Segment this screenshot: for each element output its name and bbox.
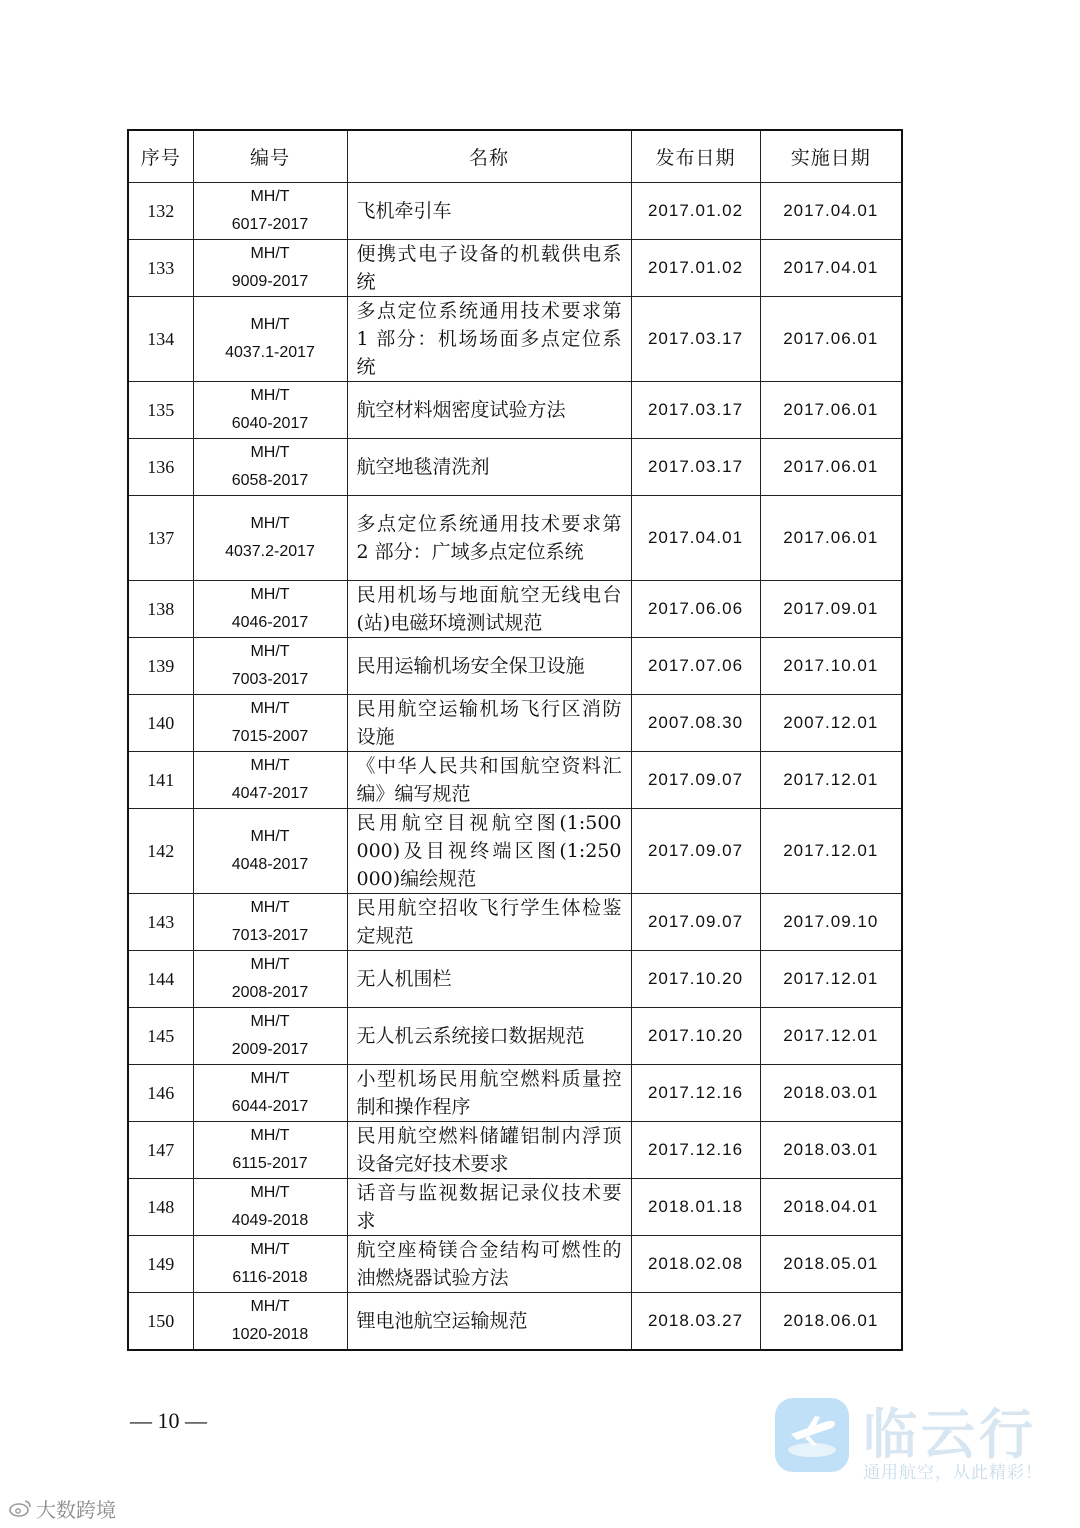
row-name: 民用航空燃料储罐铝制内浮顶设备完好技术要求 (347, 1122, 631, 1179)
header-code: 编号 (193, 130, 347, 183)
row-effective-date: 2018.03.01 (760, 1065, 902, 1122)
row-name: 飞机牵引车 (347, 183, 631, 240)
row-serial: 140 (128, 695, 193, 752)
table-row (128, 496, 902, 581)
table-row (128, 183, 902, 240)
table-row (128, 1179, 902, 1236)
code-number: 2008-2017 (231, 984, 309, 1001)
row-effective-date: 2018.05.01 (760, 1236, 902, 1293)
code-prefix: MH/T (250, 316, 290, 333)
table-row (128, 695, 902, 752)
row-serial: 135 (128, 382, 193, 439)
standards-table (127, 129, 903, 1351)
row-serial: 145 (128, 1008, 193, 1065)
row-code (193, 809, 347, 894)
row-name: 便携式电子设备的机载供电系统 (347, 240, 631, 297)
row-name: 民用航空招收飞行学生体检鉴定规范 (347, 894, 631, 951)
row-effective-date: 2017.06.01 (760, 439, 902, 496)
row-code (193, 1236, 347, 1293)
row-code (193, 240, 347, 297)
code-number: 6058-2017 (231, 472, 309, 489)
row-serial: 139 (128, 638, 193, 695)
row-name: 民用运输机场安全保卫设施 (347, 638, 631, 695)
row-effective-date: 2017.06.01 (760, 297, 902, 382)
row-name: 民用航空目视航空图(1:500 000)及目视终端区图(1:250 000)编绘规范 (347, 809, 631, 894)
row-serial: 136 (128, 439, 193, 496)
table-row (128, 1293, 902, 1351)
row-code (193, 382, 347, 439)
row-effective-date: 2017.10.01 (760, 638, 902, 695)
table-row (128, 1122, 902, 1179)
row-serial: 147 (128, 1122, 193, 1179)
code-prefix: MH/T (250, 956, 290, 973)
table-row (128, 439, 902, 496)
row-code (193, 894, 347, 951)
row-issue-date: 2017.03.17 (631, 382, 760, 439)
row-issue-date: 2017.09.07 (631, 894, 760, 951)
code-number: 6044-2017 (231, 1098, 309, 1115)
row-code (193, 439, 347, 496)
header-name: 名称 (347, 130, 631, 183)
header-effective-date: 实施日期 (760, 130, 902, 183)
table-row (128, 951, 902, 1008)
table-row (128, 894, 902, 951)
code-prefix: MH/T (250, 757, 290, 774)
row-serial: 137 (128, 496, 193, 581)
code-prefix: MH/T (250, 1013, 290, 1030)
row-serial: 142 (128, 809, 193, 894)
row-issue-date: 2017.04.01 (631, 496, 760, 581)
row-serial: 146 (128, 1065, 193, 1122)
code-number: 4037.2-2017 (225, 543, 315, 560)
code-prefix: MH/T (250, 700, 290, 717)
code-number: 7015-2007 (231, 728, 309, 745)
code-prefix: MH/T (250, 387, 290, 404)
row-issue-date: 2017.09.07 (631, 752, 760, 809)
row-effective-date: 2017.09.01 (760, 581, 902, 638)
row-issue-date: 2018.03.27 (631, 1293, 760, 1351)
code-number: 2009-2017 (231, 1041, 309, 1058)
row-code (193, 581, 347, 638)
table-header-row (128, 130, 902, 183)
row-code (193, 297, 347, 382)
brand-name: 临云行 (863, 1403, 1037, 1466)
row-code (193, 1179, 347, 1236)
table-row (128, 1008, 902, 1065)
row-serial: 138 (128, 581, 193, 638)
code-prefix: MH/T (250, 515, 290, 532)
row-code (193, 1293, 347, 1351)
watermark-text: 大数跨境 (36, 1498, 116, 1522)
row-name: 小型机场民用航空燃料质量控制和操作程序 (347, 1065, 631, 1122)
row-code (193, 1122, 347, 1179)
page-number: — 10 — (130, 1408, 207, 1433)
row-code (193, 752, 347, 809)
row-effective-date: 2017.09.10 (760, 894, 902, 951)
table-row (128, 382, 902, 439)
code-prefix: MH/T (250, 245, 290, 262)
row-name: 多点定位系统通用技术要求第 2 部分：广域多点定位系统 (347, 496, 631, 581)
row-effective-date: 2017.12.01 (760, 809, 902, 894)
row-serial: 150 (128, 1293, 193, 1351)
row-serial: 148 (128, 1179, 193, 1236)
row-code (193, 183, 347, 240)
row-code (193, 496, 347, 581)
row-name: 《中华人民共和国航空资料汇编》编写规范 (347, 752, 631, 809)
row-issue-date: 2017.03.17 (631, 297, 760, 382)
row-serial: 132 (128, 183, 193, 240)
row-issue-date: 2017.01.02 (631, 240, 760, 297)
row-effective-date: 2018.04.01 (760, 1179, 902, 1236)
row-issue-date: 2017.07.06 (631, 638, 760, 695)
code-number: 6040-2017 (231, 415, 309, 432)
code-prefix: MH/T (250, 444, 290, 461)
code-prefix: MH/T (250, 1127, 290, 1144)
code-number: 4047-2017 (231, 785, 309, 802)
header-serial: 序号 (128, 130, 193, 183)
row-issue-date: 2017.09.07 (631, 809, 760, 894)
row-effective-date: 2017.04.01 (760, 240, 902, 297)
row-issue-date: 2018.01.18 (631, 1179, 760, 1236)
row-effective-date: 2018.06.01 (760, 1293, 902, 1351)
row-code (193, 638, 347, 695)
table-row (128, 297, 902, 382)
row-serial: 149 (128, 1236, 193, 1293)
row-effective-date: 2017.12.01 (760, 951, 902, 1008)
row-issue-date: 2018.02.08 (631, 1236, 760, 1293)
weibo-icon (8, 1498, 32, 1522)
row-serial: 144 (128, 951, 193, 1008)
row-name: 民用机场与地面航空无线电台(站)电磁环境测试规范 (347, 581, 631, 638)
row-code (193, 695, 347, 752)
code-prefix: MH/T (250, 828, 290, 845)
code-number: 9009-2017 (231, 273, 309, 290)
row-issue-date: 2017.12.16 (631, 1065, 760, 1122)
row-effective-date: 2017.12.01 (760, 752, 902, 809)
code-prefix: MH/T (250, 1298, 290, 1315)
airplane-icon (775, 1398, 849, 1472)
code-number: 7013-2017 (231, 927, 309, 944)
brand-tagline: 通用航空，从此精彩！ (863, 1463, 1043, 1483)
row-effective-date: 2018.03.01 (760, 1122, 902, 1179)
code-prefix: MH/T (250, 1070, 290, 1087)
row-code (193, 1008, 347, 1065)
row-code (193, 1065, 347, 1122)
row-serial: 141 (128, 752, 193, 809)
header-issue-date: 发布日期 (631, 130, 760, 183)
row-name: 话音与监视数据记录仪技术要求 (347, 1179, 631, 1236)
row-issue-date: 2017.12.16 (631, 1122, 760, 1179)
row-name: 民用航空运输机场飞行区消防设施 (347, 695, 631, 752)
table-row (128, 581, 902, 638)
row-serial: 134 (128, 297, 193, 382)
code-number: 1020-2018 (231, 1326, 309, 1343)
code-number: 4049-2018 (231, 1212, 309, 1229)
code-number: 6115-2017 (232, 1155, 308, 1172)
table-row (128, 638, 902, 695)
row-issue-date: 2017.10.20 (631, 1008, 760, 1065)
row-effective-date: 2017.12.01 (760, 1008, 902, 1065)
code-prefix: MH/T (250, 586, 290, 603)
row-name: 航空材料烟密度试验方法 (347, 382, 631, 439)
row-issue-date: 2017.01.02 (631, 183, 760, 240)
row-name: 无人机围栏 (347, 951, 631, 1008)
row-name: 航空座椅镁合金结构可燃性的油燃烧器试验方法 (347, 1236, 631, 1293)
table-row (128, 809, 902, 894)
row-issue-date: 2017.10.20 (631, 951, 760, 1008)
code-number: 4046-2017 (231, 614, 309, 631)
brand-logo (775, 1392, 1055, 1496)
row-name: 锂电池航空运输规范 (347, 1293, 631, 1351)
row-effective-date: 2007.12.01 (760, 695, 902, 752)
row-issue-date: 2017.03.17 (631, 439, 760, 496)
row-name: 无人机云系统接口数据规范 (347, 1008, 631, 1065)
code-number: 7003-2017 (231, 671, 309, 688)
row-effective-date: 2017.04.01 (760, 183, 902, 240)
code-prefix: MH/T (250, 188, 290, 205)
code-number: 4048-2017 (231, 856, 309, 873)
code-number: 4037.1-2017 (225, 344, 315, 361)
table-row (128, 1065, 902, 1122)
code-prefix: MH/T (250, 1184, 290, 1201)
row-issue-date: 2007.08.30 (631, 695, 760, 752)
row-serial: 143 (128, 894, 193, 951)
table-row (128, 752, 902, 809)
table-row (128, 1236, 902, 1293)
row-issue-date: 2017.06.06 (631, 581, 760, 638)
row-code (193, 951, 347, 1008)
row-effective-date: 2017.06.01 (760, 382, 902, 439)
code-prefix: MH/T (250, 643, 290, 660)
row-serial: 133 (128, 240, 193, 297)
code-prefix: MH/T (250, 1241, 290, 1258)
row-name: 航空地毯清洗剂 (347, 439, 631, 496)
watermark (8, 1494, 116, 1523)
code-prefix: MH/T (250, 899, 290, 916)
code-number: 6017-2017 (231, 216, 309, 233)
table-row (128, 240, 902, 297)
code-number: 6116-2018 (232, 1269, 308, 1286)
row-name: 多点定位系统通用技术要求第 1 部分：机场场面多点定位系统 (347, 297, 631, 382)
row-effective-date: 2017.06.01 (760, 496, 902, 581)
